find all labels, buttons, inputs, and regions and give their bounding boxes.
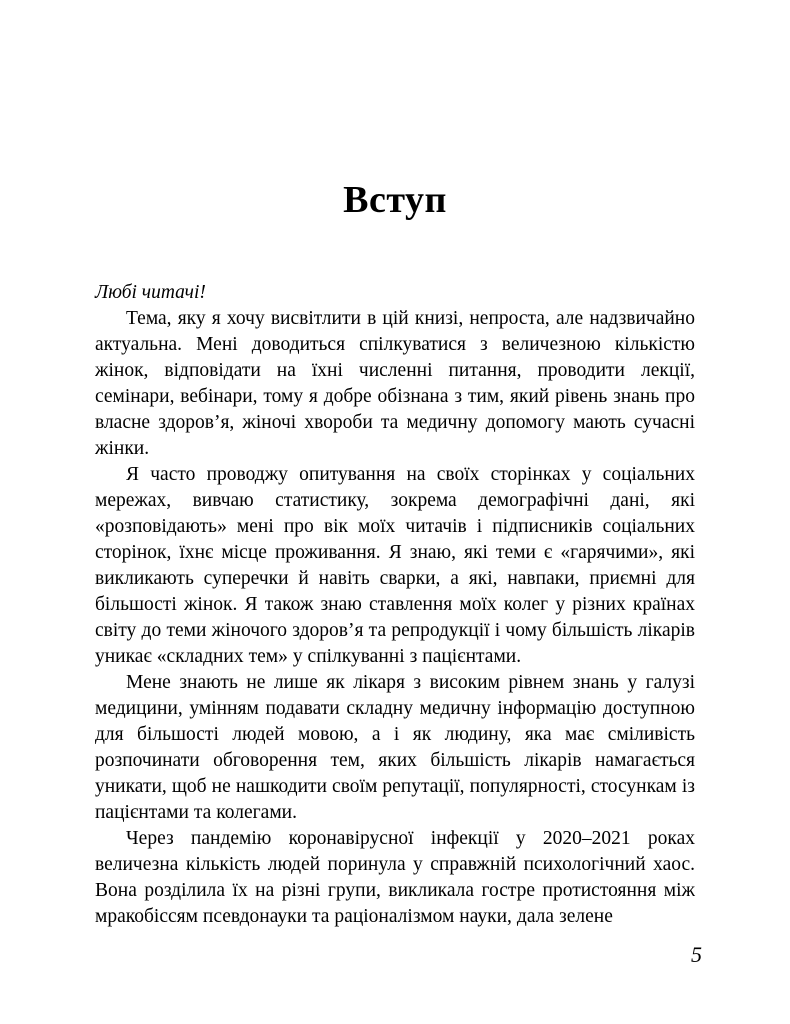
body-paragraph: Через пандемію коронавірусної інфекції у 2020–2021 роках величезна кількість людей поринула у справжній психологічний хаос. Вона розділила їх на різні групи, викликала гостре протистояння між мракобіссям псевдонауки та раціоналізмом науки, дала зелене	[95, 827, 695, 927]
body-paragraph: Мене знають не лише як лікаря з високим рівнем знань у галузі медицини, умінням подавати складну медичну інформацію доступною для більшості людей мовою, а і як людину, яка має сміливість розпочинати обговорення тем, яких більшість лікарів намагається уникати, щоб не нашкодити своїм репутації, популярності, стосункам із пацієнтами та колегами.	[95, 671, 695, 823]
page-content	[95, 0, 695, 930]
body-paragraph: Я часто проводжу опитування на своїх сторінках у соціальних мережах, вивчаю статистику, зокрема демографічні дані, які «розповідають» мені про вік моїх читачів і підписників соціальних сторінок, їхнє місце проживання. Я знаю, які теми є «гарячими», які викликають суперечки й навіть сварки, а які, навпаки, приємні для більшості жінок. Я також знаю ставлення моїх колег у різних країнах світу до теми жіночого здоров’я та репродукції і чому більшість лікарів уникає «складних тем» у спілкуванні з пацієнтами.	[95, 463, 695, 667]
body-paragraph: Тема, яку я хочу висвітлити в цій книзі, непроста, але надзвичайно актуальна. Мені доводиться спілкуватися з величезною кількістю жінок, відповідати на їхні численні питання, проводити лекції, семінари, вебінари, тому я добре обізнана з тим, який рівень знань про власне здоров’я, жіночі хвороби та медичну допомогу мають сучасні жінки.	[95, 307, 695, 459]
chapter-title: Вступ	[343, 179, 447, 221]
page-number: 5	[691, 942, 702, 967]
salutation-line: Любі читачі!	[95, 281, 206, 303]
